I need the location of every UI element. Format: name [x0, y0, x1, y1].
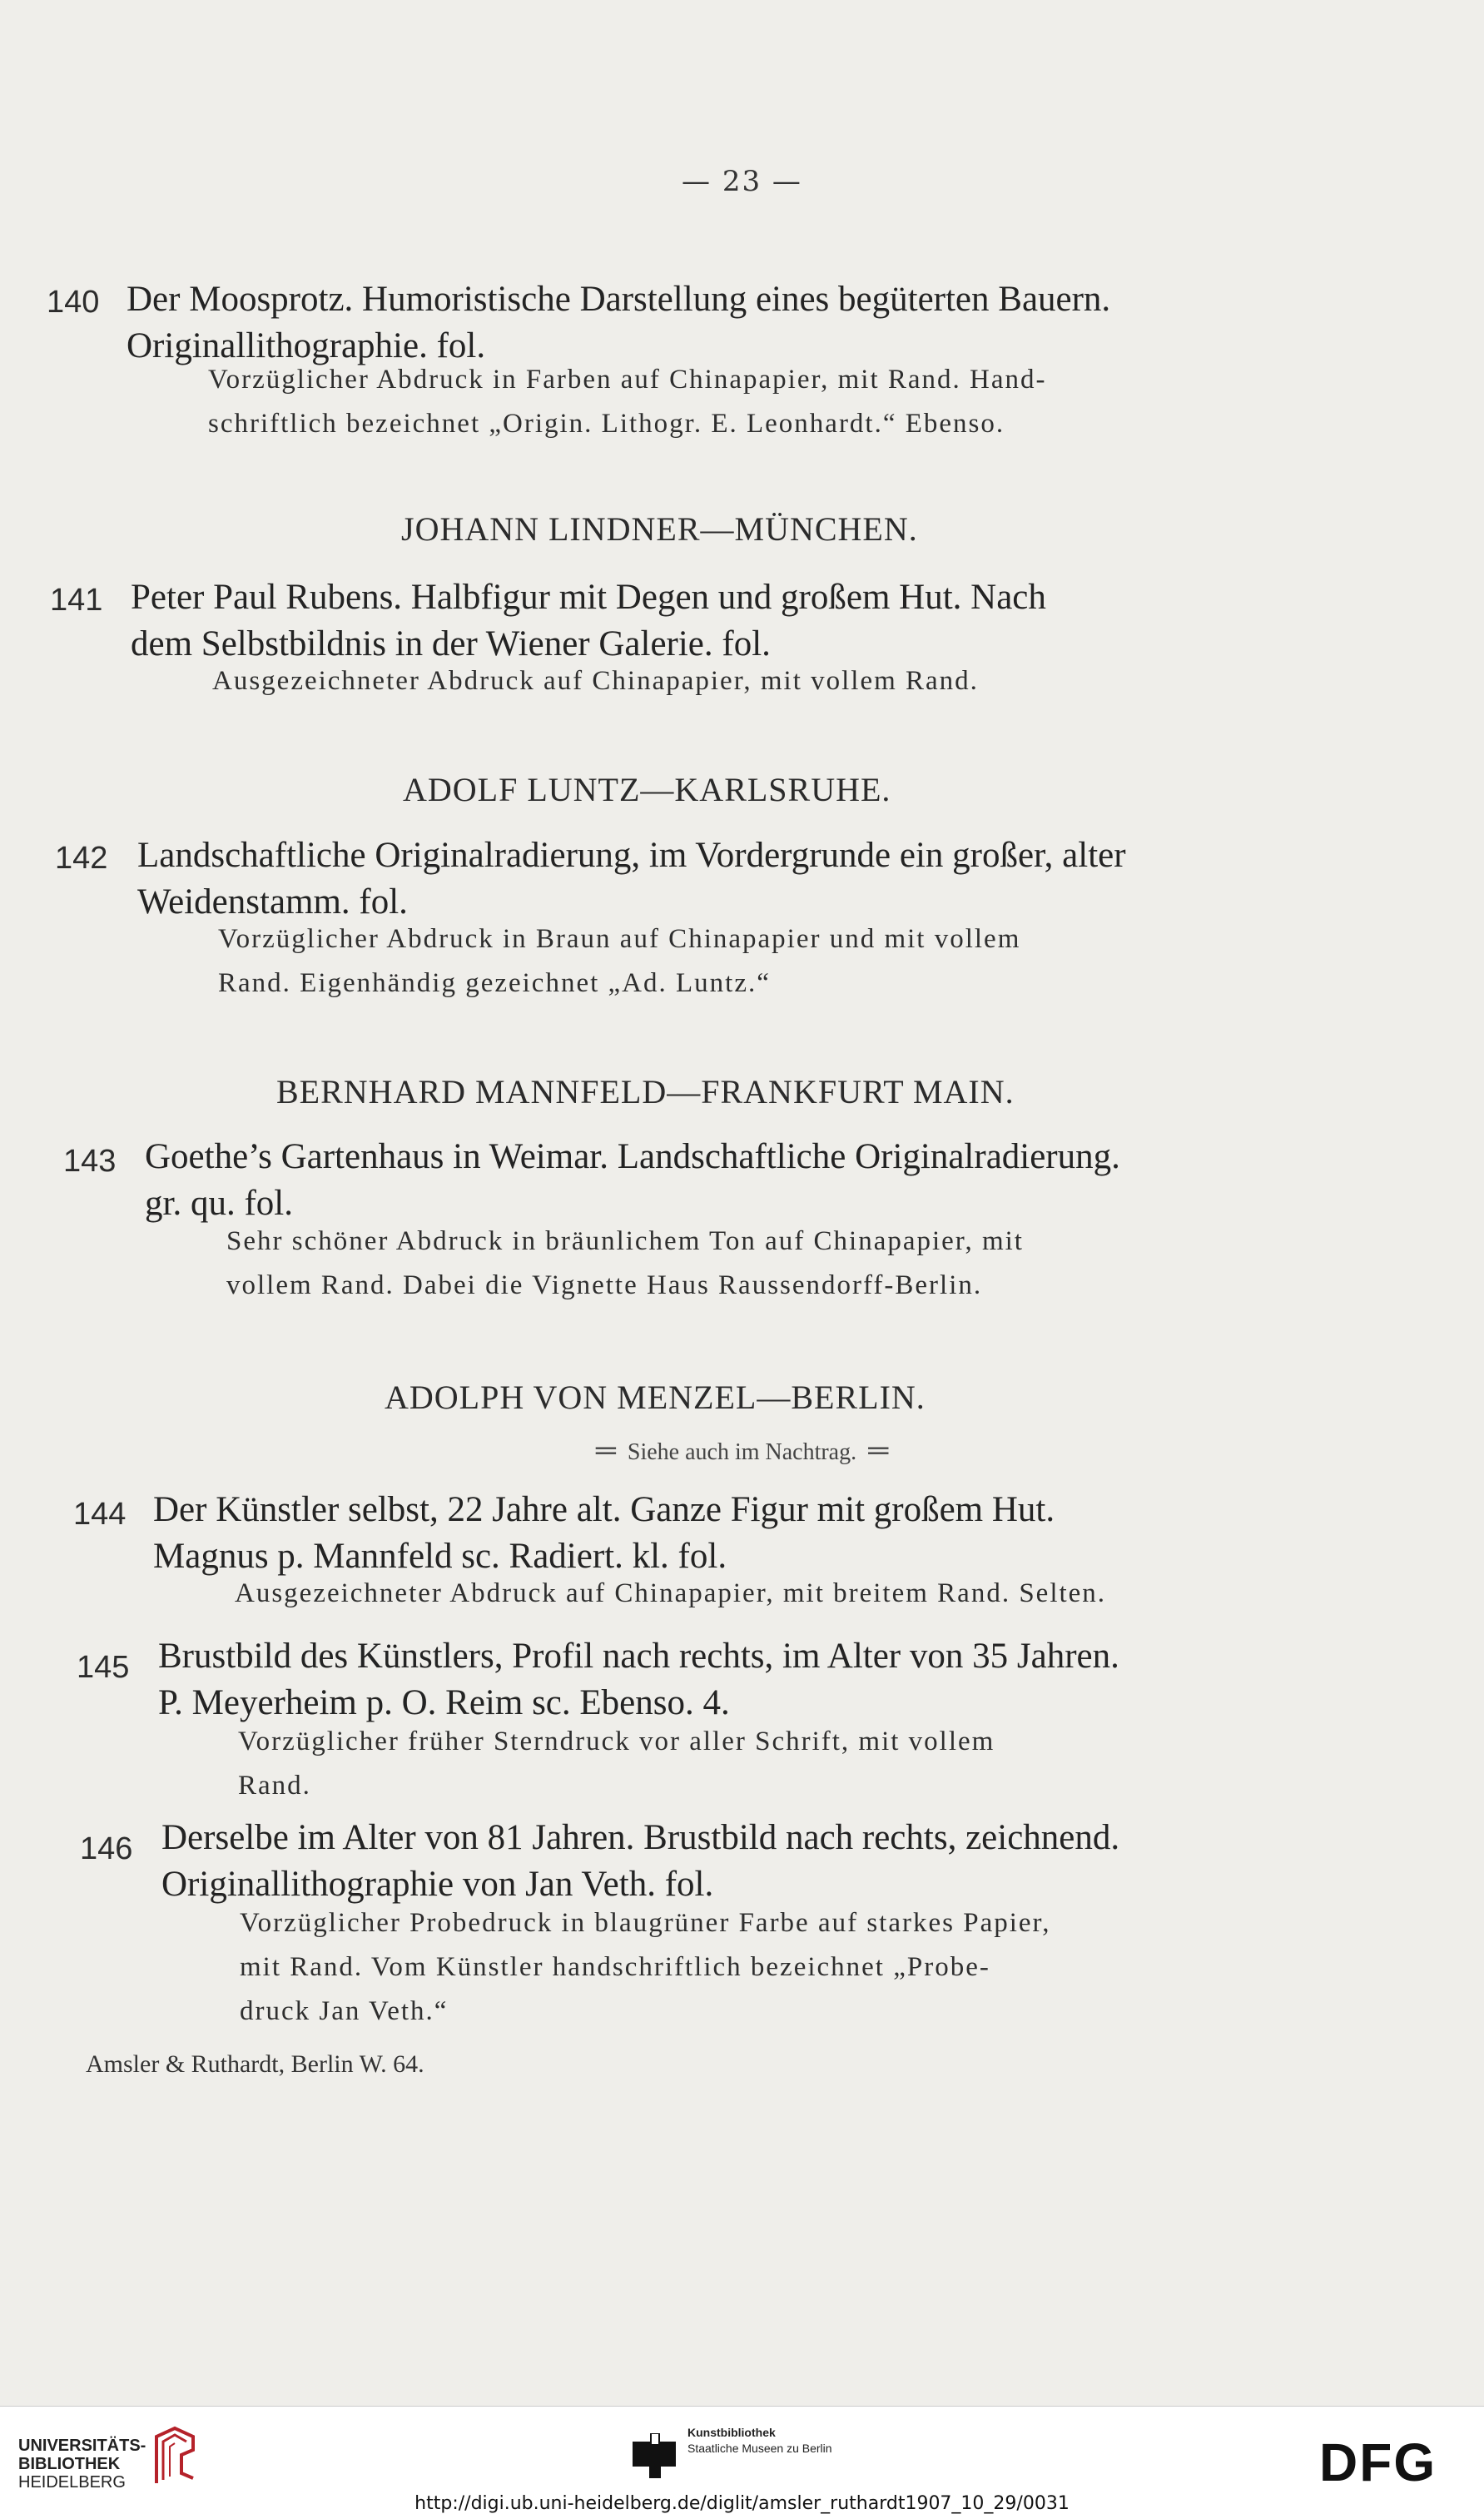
entry-number: 144 — [73, 1497, 127, 1532]
entry-number: 141 — [50, 583, 103, 618]
entry-description — [226, 1220, 1024, 1308]
desc-line: druck Jan Veth.“ — [240, 1996, 449, 2026]
title-line: Brustbild des Künstlers, Profil nach rechts, im Alter von 35 Jahren. — [158, 1637, 1119, 1676]
artist-heading: ADOLF LUNTZ—KARLSRUHE. — [403, 771, 891, 808]
desc-line: Vorzüglicher Probedruck in blaugrüner Farbe auf starkes Papier, — [240, 1908, 1051, 1938]
entry-number: 140 — [47, 285, 100, 320]
entry-number: 145 — [77, 1650, 130, 1685]
note-text: Siehe auch im Nachtrag. — [627, 1439, 857, 1465]
title-line: gr. qu. fol. — [145, 1184, 293, 1223]
cross-reference-note — [0, 1435, 1484, 1467]
entry-title — [158, 1633, 1119, 1727]
kb-name: Kunstbibliothek — [687, 2426, 776, 2439]
double-bar-icon: ═ — [868, 1435, 889, 1466]
title-line: Originallithographie von Jan Veth. fol. — [161, 1865, 714, 1904]
entry-description — [235, 1572, 1106, 1616]
permalink-url[interactable]: http://digi.ub.uni-heidelberg.de/diglit/amsler_ruthardt1907_10_29/0031 — [414, 2493, 1070, 2514]
entry-description — [238, 1720, 995, 1808]
entry-number: 142 — [55, 841, 108, 876]
entry-description — [218, 917, 1020, 1006]
desc-line: vollem Rand. Dabei die Vignette Haus Raussendorff-Berlin. — [226, 1270, 983, 1300]
title-line: dem Selbstbildnis in der Wiener Galerie. fol. — [131, 624, 771, 663]
entry-title — [145, 1134, 1120, 1227]
publisher-line: Amsler & Ruthardt, Berlin W. 64. — [86, 2050, 424, 2078]
double-bar-icon: ═ — [595, 1435, 616, 1466]
desc-line: Vorzüglicher Abdruck in Braun auf Chinapapier und mit vollem — [218, 924, 1021, 954]
entry-number: 146 — [80, 1831, 133, 1866]
title-line: Derselbe im Alter von 81 Jahren. Brustbild nach rechts, zeichnend. — [161, 1818, 1120, 1857]
title-line: Der Moosprotz. Humoristische Darstellung eines begüterten Bauern. — [127, 280, 1111, 319]
entry-title — [131, 574, 1046, 668]
title-line: Weidenstamm. fol. — [137, 882, 408, 922]
kunstbibliothek-logo-icon[interactable] — [633, 2433, 676, 2478]
title-line: P. Meyerheim p. O. Reim sc. Ebenso. 4. — [158, 1683, 730, 1722]
footer-bar — [0, 2406, 1484, 2514]
title-line: Der Künstler selbst, 22 Jahre alt. Ganze Figur mit großem Hut. — [153, 1490, 1055, 1529]
entry-title — [127, 276, 1110, 370]
desc-line: Ausgezeichneter Abdruck auf Chinapapier, mit vollem Rand. — [212, 666, 979, 696]
entry-title — [153, 1487, 1055, 1580]
uni-line: BIBLIOTHEK — [18, 2455, 121, 2473]
desc-line: Rand. — [238, 1771, 311, 1801]
desc-line: Vorzüglicher früher Sterndruck vor aller Schrift, mit vollem — [238, 1727, 995, 1756]
artist-heading: JOHANN LINDNER—MÜNCHEN. — [401, 510, 918, 548]
desc-line: Sehr schöner Abdruck in bräunlichem Ton auf Chinapapier, mit — [226, 1226, 1024, 1256]
title-line: Landschaftliche Originalradierung, im Vordergrunde ein großer, alter — [137, 836, 1126, 875]
entry-description — [212, 659, 979, 703]
dfg-logo[interactable]: DFG — [1319, 2432, 1437, 2492]
page-number: — 23 — — [682, 165, 802, 198]
entry-title — [137, 832, 1126, 926]
title-line: Peter Paul Rubens. Halbfigur mit Degen und großem Hut. Nach — [131, 578, 1046, 617]
entry-title — [161, 1815, 1119, 1908]
university-library-text — [18, 2437, 146, 2492]
entry-description — [208, 358, 1047, 446]
artist-heading: ADOLPH VON MENZEL—BERLIN. — [385, 1379, 926, 1416]
kb-subtitle: Staatliche Museen zu Berlin — [687, 2442, 832, 2455]
desc-line: mit Rand. Vom Künstler handschriftlich bezeichnet „Probe- — [240, 1952, 990, 1982]
desc-line: Vorzüglicher Abdruck in Farben auf Chinapapier, mit Rand. Hand- — [208, 365, 1047, 395]
uni-line: UNIVERSITÄTS- — [18, 2437, 146, 2455]
desc-line: Rand. Eigenhändig gezeichnet „Ad. Luntz.“ — [218, 968, 771, 998]
desc-line: Ausgezeichneter Abdruck auf Chinapapier, mit breitem Rand. Selten. — [235, 1578, 1107, 1608]
entry-number: 143 — [63, 1144, 117, 1179]
entry-description — [240, 1901, 1050, 2034]
uni-line: HEIDELBERG — [18, 2473, 126, 2492]
desc-line: schriftlich bezeichnet „Origin. Lithogr. E. Leonhardt.“ Ebenso. — [208, 409, 1005, 439]
kunstbibliothek-text — [687, 2425, 904, 2457]
university-logo-icon[interactable] — [150, 2425, 200, 2490]
title-line: Magnus p. Mannfeld sc. Radiert. kl. fol. — [153, 1537, 727, 1576]
artist-heading: BERNHARD MANNFELD—FRANKFURT MAIN. — [276, 1073, 1015, 1110]
title-line: Goethe’s Gartenhaus in Weimar. Landschaftliche Originalradierung. — [145, 1137, 1120, 1176]
title-line: Originallithographie. fol. — [127, 326, 486, 365]
